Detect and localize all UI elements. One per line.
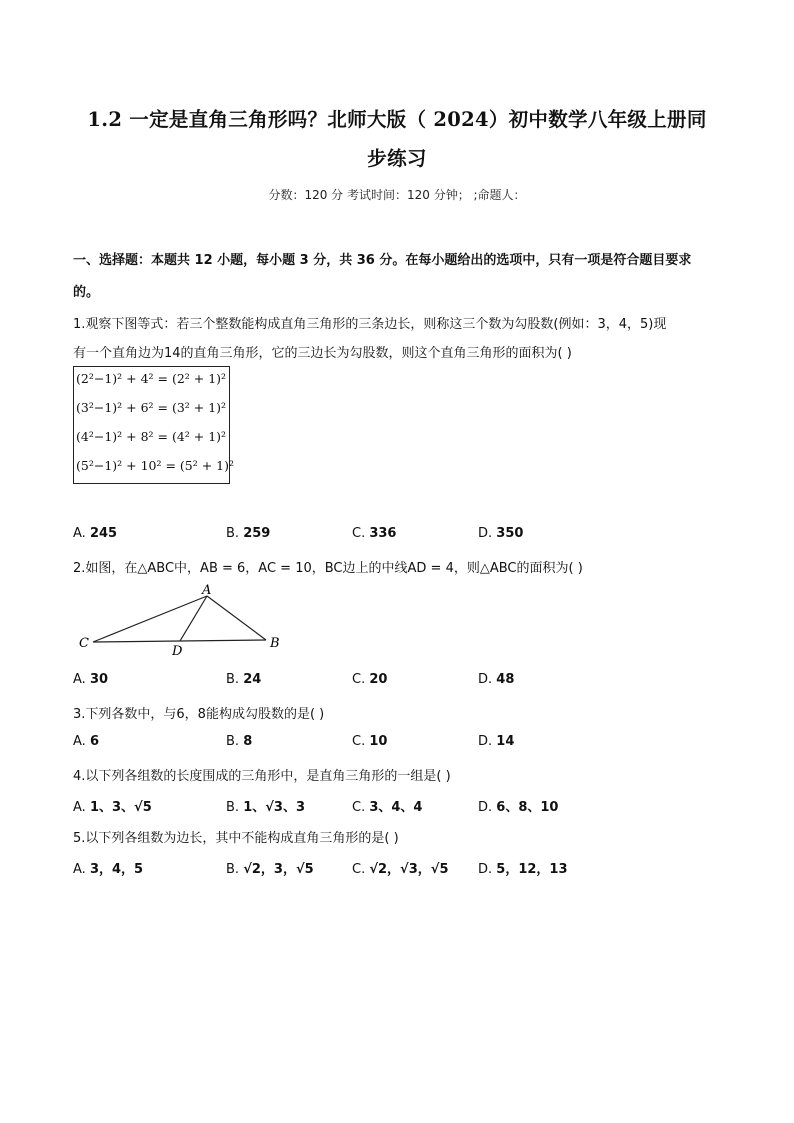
equation-1: (2²−1)² + 4² = (2² + 1)² — [76, 371, 227, 386]
q4-option-b: B. 1、√3、3 — [226, 800, 305, 815]
equation-4: (5²−1)² + 10² = (5² + 1)² — [76, 458, 235, 473]
q1-option-c: C. 336 — [352, 526, 397, 541]
median-ad — [180, 596, 207, 641]
label-a: A — [202, 584, 212, 598]
label-c: C — [79, 636, 89, 651]
q2-option-a: A. 30 — [73, 672, 109, 687]
equation-2: (3²−1)² + 6² = (3² + 1)² — [76, 400, 227, 415]
q2-option-c: C. 20 — [352, 672, 388, 687]
q5-option-b: B. √2，3，√5 — [226, 862, 314, 877]
question-2-text: 2.如图，在△ABC中，AB = 6，AC = 10，BC边上的中线AD = 4，则△ABC的面积为( ) — [73, 561, 583, 576]
side-ab — [207, 596, 266, 640]
q4-option-c: C. 3、4、4 — [352, 800, 423, 815]
q5-option-d: D. 5，12，13 — [478, 862, 568, 877]
section-heading-continued: 的。 — [73, 285, 100, 300]
triangle-figure — [73, 584, 293, 659]
page-title-continued: 步练习 — [367, 147, 427, 170]
side-ca — [93, 596, 207, 642]
q4-option-d: D. 6、8、10 — [478, 800, 559, 815]
q1-option-b: B. 259 — [226, 526, 271, 541]
page-title: 1.2 一定是直角三角形吗？北师大版（ 2024）初中数学八年级上册同 — [87, 108, 707, 131]
q4-option-a: A. 1、3、√5 — [73, 800, 152, 815]
q1-option-a: A. 245 — [73, 526, 118, 541]
question-4-text: 4.以下列各组数的长度围成的三角形中，是直角三角形的一组是( ) — [73, 769, 451, 784]
q3-option-a: A. 6 — [73, 734, 99, 749]
side-cb — [93, 640, 266, 642]
q5-option-a: A. 3，4，5 — [73, 862, 144, 877]
label-d: D — [172, 644, 183, 659]
q5-option-c: C. √2，√3，√5 — [352, 862, 449, 877]
question-3-text: 3.下列各数中，与6，8能构成勾股数的是( ) — [73, 707, 325, 722]
equation-3: (4²−1)² + 8² = (4² + 1)² — [76, 429, 227, 444]
equation-box — [73, 366, 235, 484]
label-b: B — [270, 636, 280, 651]
question-1-text-continued: 有一个直角边为14的直角三角形，它的三边长为勾股数，则这个直角三角形的面积为( ) — [73, 346, 572, 361]
q3-option-c: C. 10 — [352, 734, 388, 749]
q2-option-b: B. 24 — [226, 672, 262, 687]
q3-option-b: B. 8 — [226, 734, 253, 749]
question-5-text: 5.以下列各组数为边长，其中不能构成直角三角形的是( ) — [73, 831, 399, 846]
q2-option-d: D. 48 — [478, 672, 515, 687]
section-heading: 一、选择题：本题共 12 小题，每小题 3 分，共 36 分。在每小题给出的选项中，只有一项是符合题目要求 — [73, 253, 692, 268]
exam-meta: 分数：120 分 考试时间：120 分钟； ;命题人： — [268, 188, 526, 202]
q1-option-d: D. 350 — [478, 526, 524, 541]
question-1-text: 1.观察下图等式：若三个整数能构成直角三角形的三条边长，则称这三个数为勾股数(例如：3，4，5)现 — [73, 317, 667, 332]
q3-option-d: D. 14 — [478, 734, 515, 749]
